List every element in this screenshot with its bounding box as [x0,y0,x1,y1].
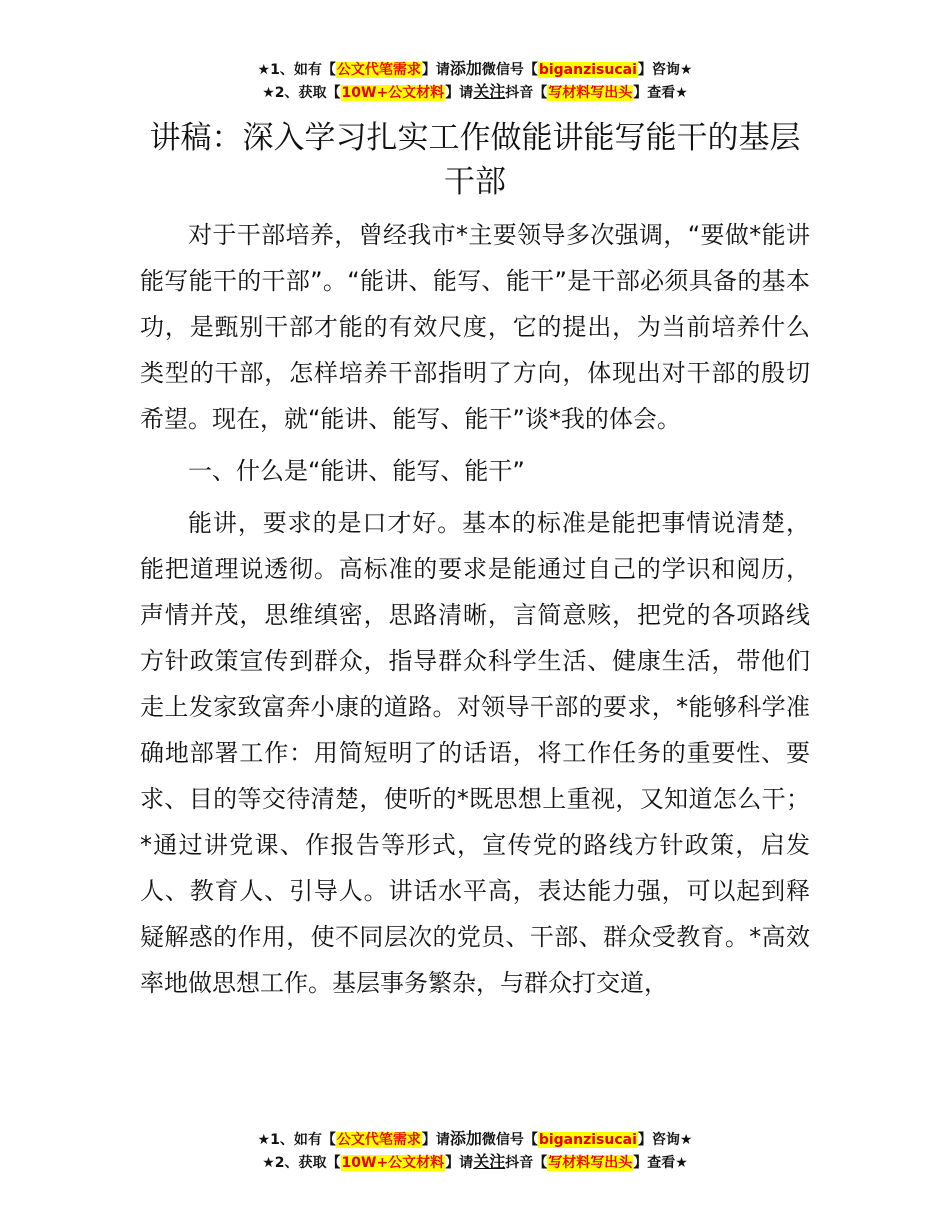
banner-text: ★1、如有【 [257,1132,336,1148]
banner-highlight: 10W+公文材料 [341,1155,445,1171]
section-heading: 一、什么是“能讲、能写、能干” [188,457,525,485]
banner-highlight: 公文代笔需求 [336,62,421,78]
banner-highlight: biganzisucai [538,1132,637,1148]
banner-highlight: 写材料写出头 [548,85,633,101]
paragraph: 对于干部培养，曾经我市*主要领导多次强调，“要做*能讲能写能干的干部”。“能讲、能写、能干”是干部必须具备的基本功，是甄别干部才能的有效尺度，它的提出，为当前培养什么类型的干部，怎样培养干部指明了方向，体现出对干部的殷切希望。现在，就“能讲、能写、能干”谈*我的体会。 [140,221,810,433]
paragraph: 能讲，要求的是口才好。基本的标准是能把事情说清楚，能把道理说透彻。高标准的要求是能通过自己的学识和阅历，声情并茂，思维缜密，思路清晰，言简意赅，把党的各项路线方针政策宣传到群众，指导群众科学生活、健康生活，带他们走上发家致富奔小康的道路。对领导干部的要求，*能够科学准确地部署工作：用简短明了的话语，将工作任务的重要性、要求、目的等交待清楚，使听的*既思想上重视，又知道怎么干；*通过讲党课、作报告等形式，宣传党的路线方针政策，启发人、教育人、引导人。讲话水平高，表达能力强，可以起到释疑解惑的作用，使不同层次的党员、干部、群众受教育。*高效率地做思想工作。基层事务繁杂，与群众打交道， [140,509,810,997]
banner-line-1 [0,58,950,81]
footer-banner [0,1128,950,1174]
document-body [140,212,810,1012]
banner-text: 】咨询★ [637,62,693,78]
document-title: 讲稿：深入学习扎实工作做能讲能写能干的基层干部 [149,120,801,200]
banner-emphasis: 添加 [449,59,482,78]
banner-text: 微信号【 [481,62,538,78]
banner-text: 】查看★ [633,85,688,101]
banner-line-2 [0,1151,950,1174]
banner-text: 微信号【 [481,1132,538,1148]
banner-emphasis: 关注 [473,82,506,101]
banner-text: 】咨询★ [637,1132,693,1148]
banner-highlight: biganzisucai [538,62,637,78]
banner-line-1 [0,1128,950,1151]
banner-text: 】请 [445,85,474,101]
banner-text: 】查看★ [633,1155,688,1171]
banner-highlight: 10W+公文材料 [341,85,445,101]
banner-emphasis: 添加 [449,1129,482,1148]
banner-text: ★1、如有【 [257,62,336,78]
banner-text: ★2、获取【 [262,1155,341,1171]
banner-highlight: 写材料写出头 [548,1155,633,1171]
banner-emphasis: 关注 [473,1152,506,1171]
banner-text: 】请 [421,62,450,78]
banner-text: 】请 [421,1132,450,1148]
banner-line-2 [0,81,950,104]
banner-text: ★2、获取【 [262,85,341,101]
banner-highlight: 公文代笔需求 [336,1132,421,1148]
banner-text: 抖音【 [505,85,548,101]
header-banner [0,58,950,104]
banner-text: 抖音【 [505,1155,548,1171]
banner-text: 】请 [445,1155,474,1171]
